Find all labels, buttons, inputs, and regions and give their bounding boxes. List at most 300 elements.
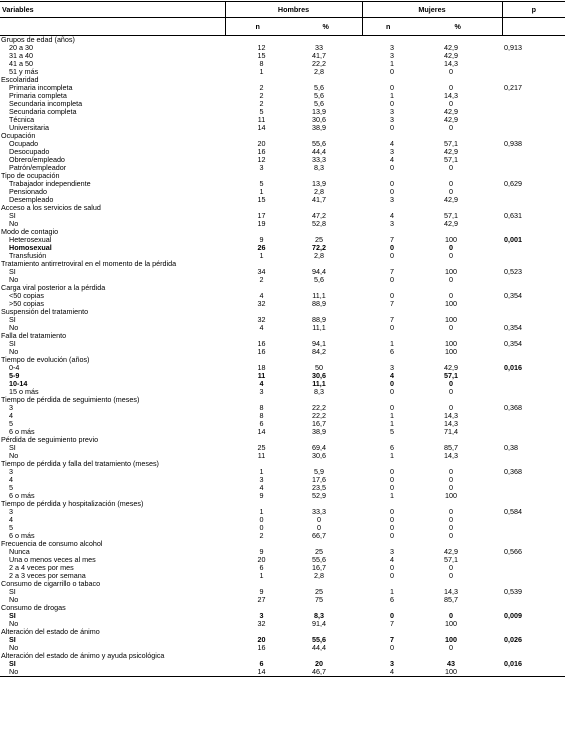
mujeres-n-cell: 1 [390,340,394,348]
p-value-cell [502,308,565,316]
table-row [0,268,565,276]
mujeres-n-cell: 7 [390,236,394,244]
row-label: Patrón/empleador [9,164,67,172]
mujeres-pct-cell: 0 [449,244,453,252]
hombres-n-cell: 16 [257,148,266,156]
hombres-n-cell: 1 [259,572,264,580]
mujeres-n-cell: 1 [390,412,394,420]
p-value-cell [502,76,565,84]
table-row [0,340,565,348]
row-label: Tiempo de pérdida de seguimiento (meses) [1,396,140,404]
table-row [0,380,565,388]
hombres-n-cell: 1 [259,252,264,260]
mujeres-pct-cell: 0 [449,516,453,524]
hombres-pct-cell: 30,6 [312,452,326,460]
hombres-n-cell: 8 [259,404,264,412]
hombres-pct-cell [290,396,362,404]
mujeres-n-cell: 3 [390,196,394,204]
hombres-n-cell [225,284,290,292]
hombres-pct-cell [290,604,362,612]
row-label: 41 a 50 [9,60,33,68]
mujeres-n-cell: 7 [390,300,394,308]
mujeres-n-cell: 1 [390,588,394,596]
p-value-cell [502,644,565,652]
hombres-pct-cell: 52,8 [312,220,326,228]
row-label: Nunca [9,548,30,556]
row-label: 5 [9,420,13,428]
table-row [0,52,565,60]
mujeres-pct-cell: 0 [449,508,453,516]
row-label: 10-14 [9,380,28,388]
p-value-cell [502,492,565,500]
mujeres-n-cell [362,172,414,180]
hombres-n-cell: 11 [257,452,266,460]
table-group-row [0,308,565,316]
row-label: No [9,220,19,228]
mujeres-pct-cell: 42,9 [444,108,458,116]
p-value-cell [502,220,565,228]
p-value-cell: 0,217 [504,84,523,92]
row-label: Tiempo de evolución (años) [1,356,90,364]
mujeres-n-cell [362,460,414,468]
hombres-pct-cell [290,500,362,508]
mujeres-n-cell: 0 [390,164,394,172]
hombres-pct-cell: 5,6 [314,276,324,284]
hombres-pct-cell: 20 [315,660,323,668]
mujeres-pct-cell [414,652,502,660]
hombres-n-cell: 9 [259,236,264,244]
mujeres-pct-cell: 0 [449,380,453,388]
mujeres-pct-cell: 42,9 [444,116,458,124]
hombres-pct-cell [290,132,362,140]
hombres-pct-cell: 30,6 [312,116,326,124]
mujeres-pct-cell: 100 [445,268,457,276]
mujeres-n-cell: 4 [390,156,394,164]
table-row [0,644,565,652]
subheader-n-hombres: n [225,18,290,36]
mujeres-n-cell [362,228,414,236]
p-value-cell [502,620,565,628]
table-group-row [0,540,565,548]
hombres-n-cell: 2 [259,100,264,108]
hombres-pct-cell: 5,6 [314,84,324,92]
hombres-n-cell: 4 [259,324,264,332]
table-group-row [0,228,565,236]
mujeres-pct-cell: 42,9 [444,148,458,156]
hombres-pct-cell: 23,5 [312,484,326,492]
hombres-n-cell: 9 [259,548,264,556]
row-label: 0-4 [9,364,20,372]
hombres-pct-cell: 94,1 [312,340,326,348]
hombres-pct-cell [290,76,362,84]
p-value-cell [502,436,565,444]
mujeres-n-cell: 0 [390,476,394,484]
mujeres-n-cell [362,332,414,340]
hombres-pct-cell [290,460,362,468]
p-value-cell: 0,566 [504,548,523,556]
hombres-pct-cell: 5,6 [314,100,324,108]
hombres-n-cell [225,36,290,45]
mujeres-n-cell [362,204,414,212]
p-value-cell [502,388,565,396]
row-label: Escolaridad [1,76,39,84]
mujeres-n-cell [362,396,414,404]
row-label: 20 a 30 [9,44,33,52]
hombres-n-cell: 8 [259,412,264,420]
row-label: Acceso a los servicios de salud [1,204,101,212]
p-value-cell [502,564,565,572]
p-value-cell: 0,38 [504,444,519,452]
table-row [0,68,565,76]
mujeres-pct-cell: 42,9 [444,196,458,204]
hombres-n-cell: 3 [259,476,264,484]
row-label: 15 o más [9,388,39,396]
row-label: Grupos de edad (años) [1,35,75,44]
table-group-row [0,460,565,468]
mujeres-pct-cell [414,500,502,508]
hombres-n-cell: 15 [257,52,266,60]
table-row [0,92,565,100]
mujeres-n-cell: 0 [390,564,394,572]
mujeres-n-cell: 6 [390,444,394,452]
hombres-pct-cell: 44,4 [312,644,326,652]
hombres-n-cell [225,460,290,468]
hombres-n-cell: 32 [257,300,266,308]
p-value-cell [502,260,565,268]
mujeres-pct-cell: 0 [449,252,453,260]
table-group-row [0,204,565,212]
hombres-pct-cell: 5,6 [314,92,324,100]
row-label: Ocupación [1,132,36,140]
hombres-pct-cell [290,204,362,212]
mujeres-n-cell: 0 [390,388,394,396]
table-row [0,196,565,204]
row-label: No [9,596,19,604]
hombres-pct-cell [290,36,362,45]
hombres-n-cell: 1 [259,188,264,196]
table-row [0,532,565,540]
mujeres-n-cell: 7 [390,268,394,276]
hombres-pct-cell: 8,3 [314,388,324,396]
mujeres-pct-cell [414,284,502,292]
mujeres-n-cell: 4 [390,212,394,220]
hombres-n-cell [225,540,290,548]
mujeres-n-cell: 0 [390,468,394,476]
hombres-pct-cell: 47,2 [312,212,326,220]
hombres-pct-cell: 55,6 [312,556,326,564]
header-mujeres: Mujeres [362,2,502,18]
hombres-n-cell: 27 [257,596,266,604]
mujeres-pct-cell [414,604,502,612]
hombres-pct-cell: 5,9 [314,468,324,476]
mujeres-n-cell [362,500,414,508]
table-row [0,516,565,524]
p-value-cell [502,108,565,116]
row-label: Pensionado [9,188,47,196]
row-label: SI [9,268,16,276]
p-value-cell [502,204,565,212]
table-group-row [0,652,565,660]
mujeres-pct-cell: 0 [449,476,453,484]
mujeres-pct-cell [414,332,502,340]
mujeres-n-cell: 0 [390,324,394,332]
hombres-pct-cell: 66,7 [312,532,326,540]
hombres-n-cell: 4 [259,484,264,492]
hombres-pct-cell: 2,8 [314,68,324,76]
p-value-cell [502,372,565,380]
p-value-cell [502,284,565,292]
mujeres-pct-cell [414,308,502,316]
mujeres-n-cell [362,628,414,636]
mujeres-n-cell: 3 [390,548,394,556]
table-row [0,596,565,604]
p-value-cell [502,484,565,492]
p-value-cell [502,52,565,60]
table-row [0,476,565,484]
p-value-cell [502,476,565,484]
row-label: 5 [9,524,13,532]
table-row [0,428,565,436]
table-row [0,212,565,220]
mujeres-pct-cell: 100 [445,620,457,628]
table-row [0,412,565,420]
table-group-row [0,132,565,140]
hombres-pct-cell: 41,7 [312,196,326,204]
p-value-cell [502,116,565,124]
mujeres-pct-cell: 100 [445,636,457,644]
table-row [0,420,565,428]
p-value-cell [502,172,565,180]
table-row [0,404,565,412]
hombres-n-cell [225,396,290,404]
table-row [0,220,565,228]
hombres-pct-cell [290,172,362,180]
table-row [0,124,565,132]
hombres-pct-cell [290,436,362,444]
table-group-row [0,628,565,636]
hombres-n-cell: 16 [257,340,266,348]
mujeres-pct-cell: 100 [445,492,457,500]
p-value-cell [502,92,565,100]
hombres-n-cell: 6 [259,420,264,428]
table-row [0,316,565,324]
row-label: Tiempo de pérdida y falla del tratamiento (meses) [1,460,159,468]
row-label: 6 o más [9,532,35,540]
hombres-pct-cell: 69,4 [312,444,326,452]
p-value-cell [502,604,565,612]
hombres-n-cell [225,260,290,268]
p-value-cell [502,276,565,284]
mujeres-pct-cell: 85,7 [444,444,458,452]
mujeres-pct-cell: 14,3 [444,588,458,596]
mujeres-pct-cell: 0 [449,164,453,172]
p-value-cell: 0,009 [504,612,523,620]
p-value-cell [502,516,565,524]
mujeres-pct-cell: 14,3 [444,92,458,100]
mujeres-n-cell: 0 [390,612,394,620]
mujeres-n-cell: 3 [390,660,394,668]
table-row [0,564,565,572]
hombres-pct-cell: 11,1 [312,380,326,388]
p-value-cell: 0,368 [504,404,523,412]
table-row [0,276,565,284]
row-label: SI [9,588,16,596]
mujeres-pct-cell: 57,1 [444,372,458,380]
hombres-n-cell: 11 [257,372,266,380]
hombres-pct-cell: 41,7 [312,52,326,60]
hombres-n-cell: 3 [259,388,264,396]
row-label: SI [9,636,16,644]
hombres-pct-cell: 22,2 [312,60,326,68]
table-row [0,348,565,356]
p-value-cell: 0,368 [504,468,523,476]
mujeres-pct-cell [414,580,502,588]
hombres-n-cell: 32 [257,620,266,628]
hombres-n-cell: 14 [225,668,290,677]
p-value-cell [502,580,565,588]
mujeres-n-cell: 3 [390,52,394,60]
mujeres-n-cell: 3 [390,220,394,228]
table-row [0,572,565,580]
mujeres-pct-cell: 0 [449,484,453,492]
table-row [0,548,565,556]
subheader-blank-p [502,18,565,36]
hombres-n-cell: 26 [257,244,266,252]
table-row [0,636,565,644]
row-label: Alteración del estado de ánimo [1,628,100,636]
mujeres-pct-cell: 100 [414,668,502,677]
p-value-cell [502,156,565,164]
table-row [0,244,565,252]
row-label: Homosexual [9,244,52,252]
row-label: Universitaria [9,124,49,132]
hombres-n-cell: 20 [257,636,266,644]
table-group-row [0,172,565,180]
hombres-pct-cell: 22,2 [312,412,326,420]
hombres-pct-cell: 2,8 [314,252,324,260]
hombres-pct-cell: 38,9 [312,428,326,436]
table-row [0,556,565,564]
mujeres-pct-cell: 100 [445,300,457,308]
mujeres-n-cell: 0 [390,404,394,412]
mujeres-n-cell: 0 [390,508,394,516]
mujeres-n-cell [362,580,414,588]
hombres-pct-cell [290,332,362,340]
mujeres-pct-cell [414,228,502,236]
mujeres-n-cell [362,652,414,660]
header-hombres: Hombres [225,2,362,18]
row-label: 3 [9,404,13,412]
hombres-pct-cell [290,580,362,588]
p-value-cell [502,316,565,324]
p-value-cell [502,628,565,636]
mujeres-pct-cell: 0 [449,532,453,540]
hombres-n-cell [225,628,290,636]
mujeres-pct-cell: 14,3 [444,412,458,420]
mujeres-n-cell: 0 [390,84,394,92]
mujeres-n-cell [362,284,414,292]
row-label: Secundaria incompleta [9,100,83,108]
mujeres-pct-cell: 0 [449,292,453,300]
p-value-cell [502,252,565,260]
row-label: Desempleado [9,196,54,204]
p-value-cell [502,60,565,68]
p-value-cell [502,428,565,436]
mujeres-n-cell: 3 [390,108,394,116]
hombres-pct-cell: 25 [315,236,323,244]
variables-table [0,1,565,677]
row-label: No [9,644,19,652]
table-row [0,180,565,188]
hombres-n-cell: 1 [259,468,264,476]
mujeres-pct-cell [414,356,502,364]
hombres-pct-cell: 55,6 [312,140,326,148]
mujeres-pct-cell [414,36,502,45]
p-value-cell: 0,523 [504,268,523,276]
p-value-cell [502,668,565,677]
p-value-cell [502,244,565,252]
p-value-cell [502,68,565,76]
mujeres-pct-cell [414,540,502,548]
row-label: Carga viral posterior a la pérdida [1,284,106,292]
row-label: No [9,324,19,332]
subheader-pct-mujeres: % [414,18,502,36]
hombres-n-cell [225,332,290,340]
mujeres-pct-cell: 0 [449,572,453,580]
mujeres-pct-cell: 0 [449,124,453,132]
row-label: Secundaria completa [9,108,77,116]
hombres-pct-cell: 72,2 [312,244,326,252]
hombres-n-cell: 5 [259,180,264,188]
p-value-cell [502,540,565,548]
mujeres-n-cell: 1 [390,492,394,500]
mujeres-pct-cell [414,436,502,444]
hombres-n-cell: 17 [257,212,266,220]
hombres-n-cell [225,500,290,508]
mujeres-pct-cell: 0 [449,644,453,652]
row-label: Alteración del estado de ánimo y ayuda psicológica [1,652,165,660]
mujeres-n-cell [362,356,414,364]
table-row [0,508,565,516]
hombres-n-cell [225,580,290,588]
table-row [0,588,565,596]
p-value-cell [502,396,565,404]
p-value-cell [502,124,565,132]
subheader-pct-hombres: % [290,18,362,36]
subheader-blank [0,18,225,36]
mujeres-n-cell [362,308,414,316]
mujeres-pct-cell [414,172,502,180]
mujeres-pct-cell [414,132,502,140]
mujeres-pct-cell [414,260,502,268]
mujeres-pct-cell: 100 [445,236,457,244]
row-label: SI [9,340,16,348]
hombres-n-cell: 16 [257,348,266,356]
row-label: Obrero/empleado [9,156,65,164]
hombres-pct-cell: 17,6 [312,476,326,484]
hombres-n-cell: 1 [259,508,264,516]
hombres-n-cell: 2 [259,84,264,92]
mujeres-pct-cell: 14,3 [444,60,458,68]
table-group-row [0,500,565,508]
hombres-n-cell: 2 [259,92,264,100]
hombres-pct-cell: 91,4 [312,620,326,628]
hombres-pct-cell: 2,8 [314,572,324,580]
row-label: Modo de contagio [1,228,59,236]
row-label: Consumo de cigarrillo o tabaco [1,580,101,588]
mujeres-n-cell: 1 [390,420,394,428]
p-value-cell [502,420,565,428]
